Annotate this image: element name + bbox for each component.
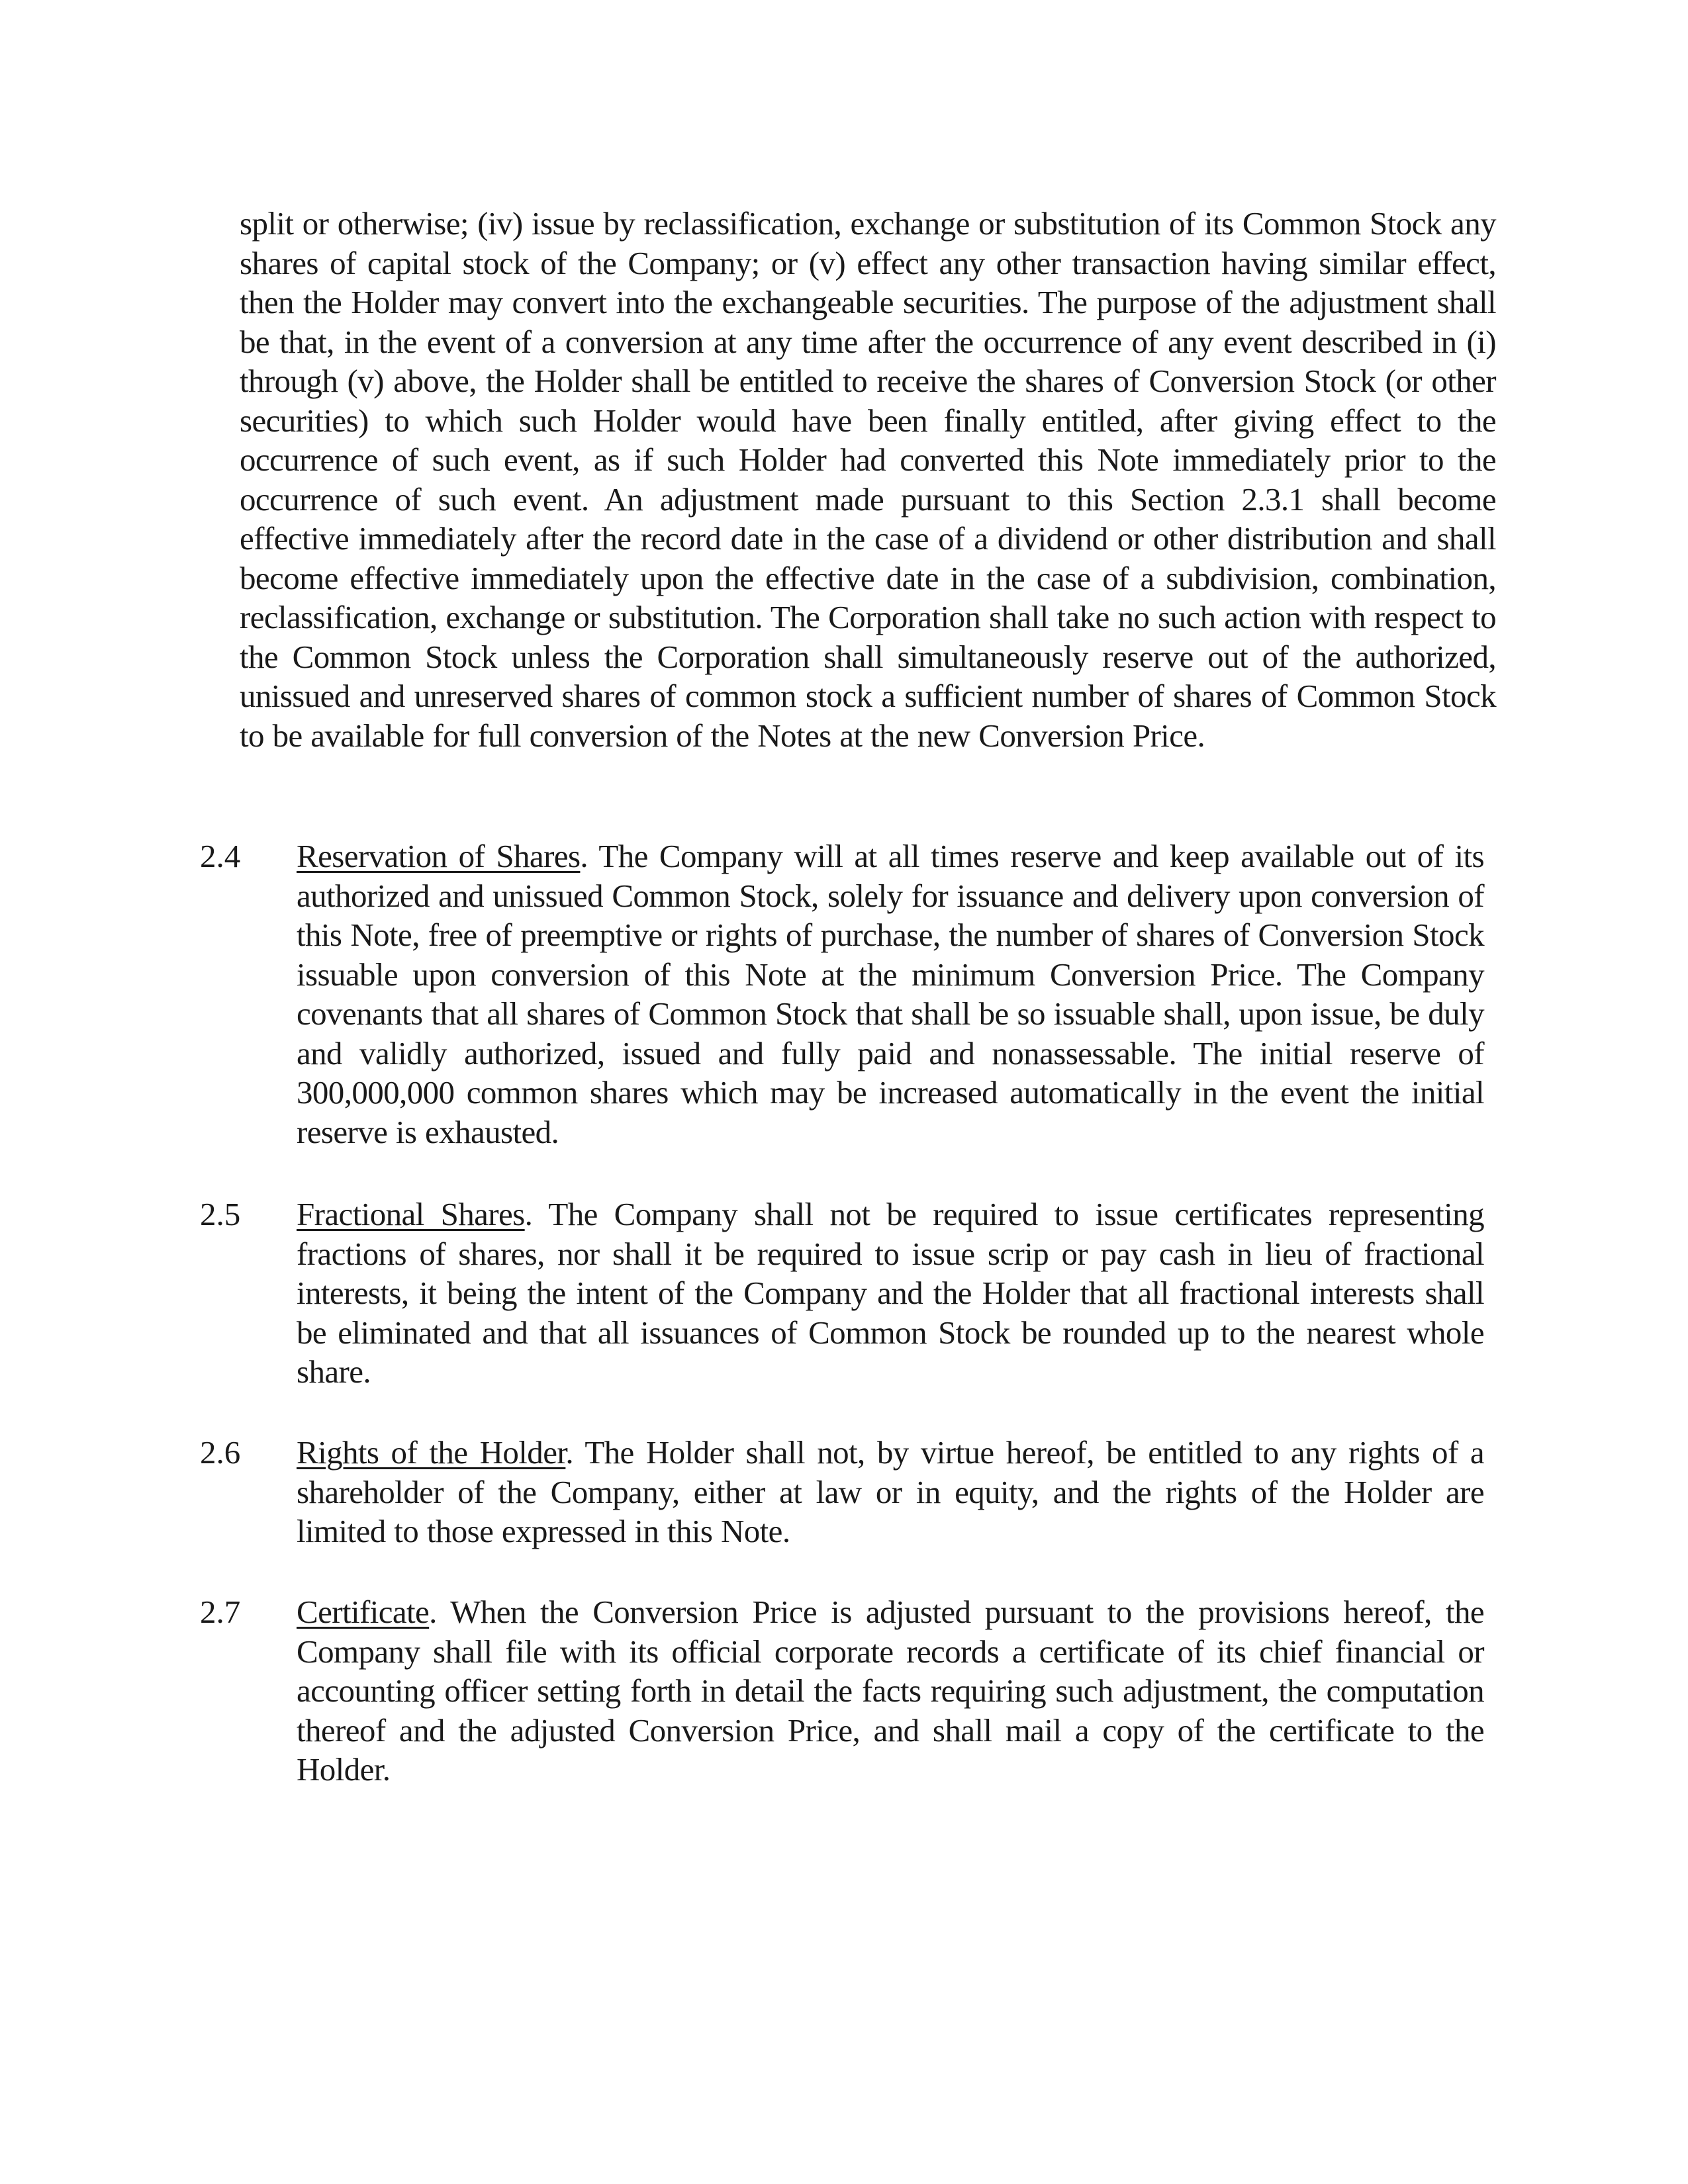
section-fractional-shares — [200, 1195, 1484, 1392]
section-certificate — [200, 1592, 1484, 1790]
heading-punctuation: . — [565, 1434, 585, 1471]
section-number: 2.4 — [200, 838, 241, 874]
section-heading: Rights of the Holder — [297, 1434, 566, 1471]
section-body — [297, 1433, 1484, 1551]
section-heading: Reservation of Shares — [297, 838, 581, 874]
section-number: 2.5 — [200, 1196, 241, 1232]
section-body — [297, 837, 1484, 1152]
section-text: When the Conversion Price is adjusted pursuant to the provisions hereof, the Company shall file with its official corporate records a certificate of its chief financial or accounting officer setting forth in detail the facts requiring such adjustment, the computation thereof and the adjusted Conversion Price, and shall mail a copy of the certificate to the Holder. — [297, 1594, 1485, 1788]
heading-punctuation: . — [580, 838, 599, 874]
section-heading: Certificate — [297, 1594, 430, 1630]
section-text: The Company shall not be required to issue certificates representing fractions of shares, nor shall it be required to issue scrip or pay cash in lieu of fractional interests, it being the intent of the Company and the Holder that all fractional interests shall be eliminated and that all issuances of Common Stock be rounded up to the nearest whole share. — [297, 1196, 1485, 1390]
section-number: 2.6 — [200, 1434, 241, 1471]
heading-punctuation: . — [429, 1594, 451, 1630]
section-text: The Company will at all times reserve and keep available out of its authorized and unissued Common Stock, solely for issuance and delivery upon conversion of this Note, free of preemptive or rights of purchase, the number of shares of Conversion Stock issuable upon conversion of this Note at the minimum Conversion Price. The Company covenants that all shares of Common Stock that shall be so issuable shall, upon issue, be duly and validly authorized, issued and fully paid and nonassessable. The initial reserve of 300,000,000 common shares which may be increased automatically in the event the initial reserve is exhausted. — [297, 838, 1484, 1150]
section-heading: Fractional Shares — [297, 1196, 525, 1232]
section-number: 2.7 — [200, 1594, 241, 1630]
section-rights-of-the-holder — [200, 1433, 1484, 1551]
continuation-paragraph: split or otherwise; (iv) issue by reclassification, exchange or substitution of its Common Stock any shares of capital stock of the Company; or (v) effect any other transaction having similar effect, then the Holder may convert into the exchangeable securities. The purpose of the adjustment shall be that, in the event of a conversion at any time after the occurrence of any event described in (i) through (v) above, the Holder shall be entitled to receive the shares of Conversion Stock (or other securities) to which such Holder would have been finally entitled, after giving effect to the occurrence of such event, as if such Holder had converted this Note immediately prior to the occurrence of such event. An adjustment made pursuant to this Section 2.3.1 shall become effective immediately after the record date in the case of a dividend or other distribution and shall become effective immediately upon the effective date in the case of a subdivision, combination, reclassification, exchange or substitution. The Corporation shall take no such action with respect to the Common Stock unless the Corporation shall simultaneously reserve out of the authorized, unissued and unreserved shares of common stock a sufficient number of shares of Common Stock to be available for full conversion of the Notes at the new Conversion Price. — [240, 205, 1496, 754]
section-body — [297, 1195, 1484, 1392]
section-reservation-of-shares — [200, 837, 1484, 1152]
section-text: The Holder shall not, by virtue hereof, be entitled to any rights of a shareholder of the Company, either at law or in equity, and the rights of the Holder are limited to those expressed in this Note. — [297, 1434, 1484, 1549]
section-body — [297, 1592, 1484, 1790]
heading-punctuation: . — [524, 1196, 549, 1232]
